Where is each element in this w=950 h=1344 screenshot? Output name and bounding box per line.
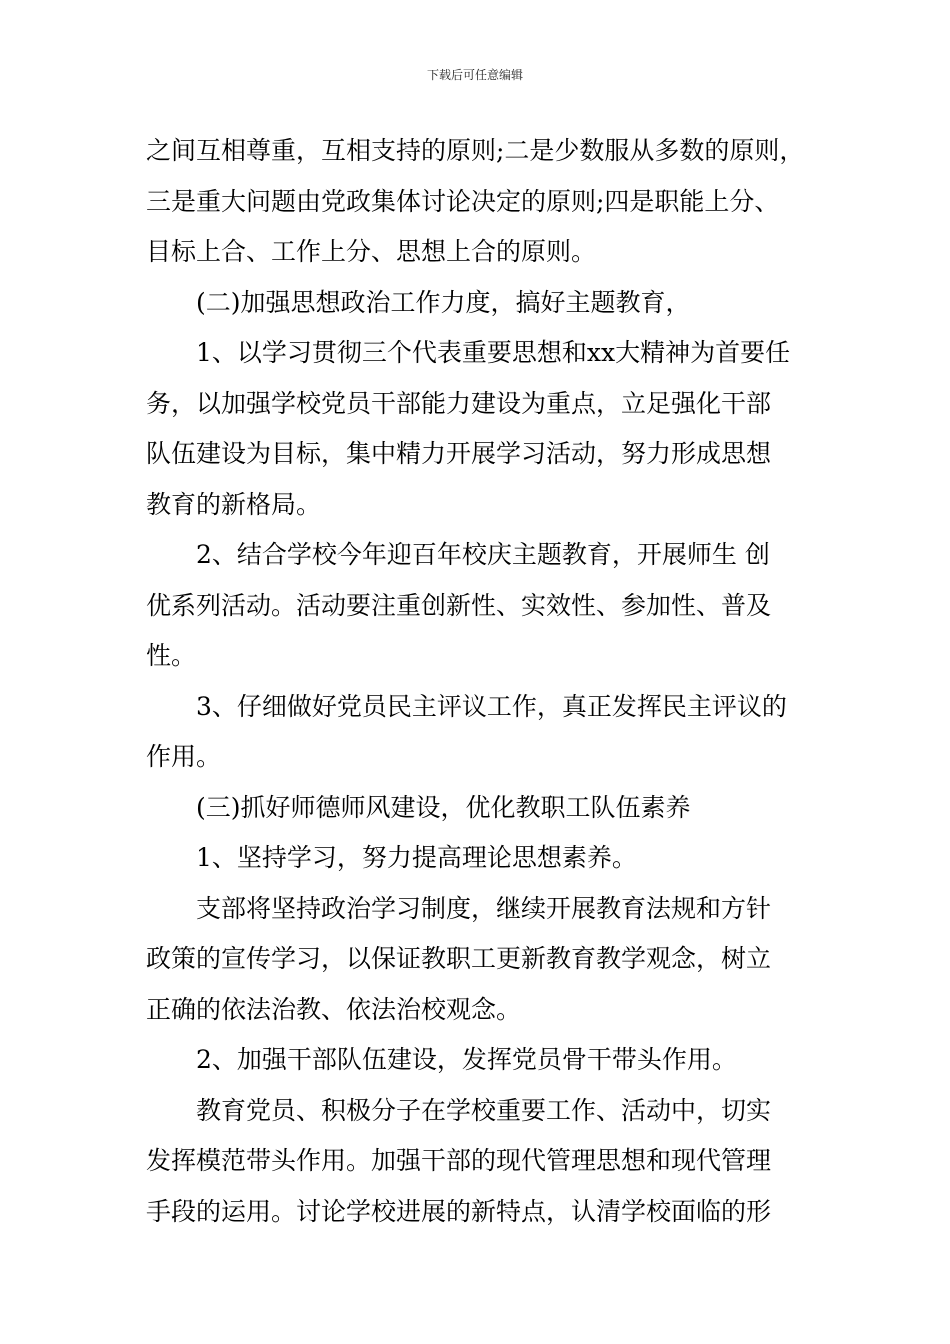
text-line: 性。 [146, 641, 197, 670]
text-line: (二)加强思想政治工作力度，搞好主题教育， [196, 287, 691, 317]
text-line: 2、结合学校今年迎百年校庆主题教育，开展师生 创 [196, 540, 770, 569]
text-line: 教育党员、积极分子在学校重要工作、活动中，切实 [196, 1095, 772, 1125]
text-line: 手段的运用。讨论学校进展的新特点，认清学校面临的形 [146, 1196, 772, 1226]
text-line: 教育的新格局。 [146, 489, 322, 519]
document-body [146, 126, 816, 1237]
text-line: 目标上合、工作上分、思想上合的原则。 [146, 237, 597, 266]
text-line: 政策的宣传学习，以保证教职工更新教育教学观念，树立 [146, 944, 772, 973]
text-line: 优系列活动。活动要注重创新性、实效性、参加性、普及 [146, 590, 772, 620]
text-line: 3、仔细做好党员民主评议工作，真正发挥民主评议的 [196, 691, 787, 721]
text-line: 发挥模范带头作用。加强干部的现代管理思想和现代管理 [146, 1146, 772, 1175]
text-line: 三是重大问题由党政集体讨论决定的原则;四是职能上分、 [146, 186, 780, 216]
text-line: 正确的依法治教、依法治校观念。 [146, 994, 522, 1024]
text-line: 务，以加强学校党员干部能力建设为重点，立足强化干部 [146, 388, 772, 418]
text-line: 支部将坚持政治学习制度，继续开展教育法规和方针 [196, 893, 772, 923]
text-line: 之间互相尊重，互相支持的原则;二是少数服从多数的原则， [146, 136, 805, 165]
text-line: 作用。 [146, 742, 222, 771]
page-header: 下载后可任意编辑 [426, 68, 523, 82]
text-line: 1、以学习贯彻三个代表重要思想和xx大精神为首要任 [196, 338, 791, 367]
text-line: (三)抓好师德师风建设，优化教职工队伍素养 [196, 792, 691, 822]
text-line: 1、坚持学习，努力提高理论思想素养。 [196, 843, 637, 872]
text-line: 队伍建设为目标，集中精力开展学习活动，努力形成思想 [146, 439, 772, 468]
text-line: 2、加强干部队伍建设，发挥党员骨干带头作用。 [196, 1045, 737, 1074]
